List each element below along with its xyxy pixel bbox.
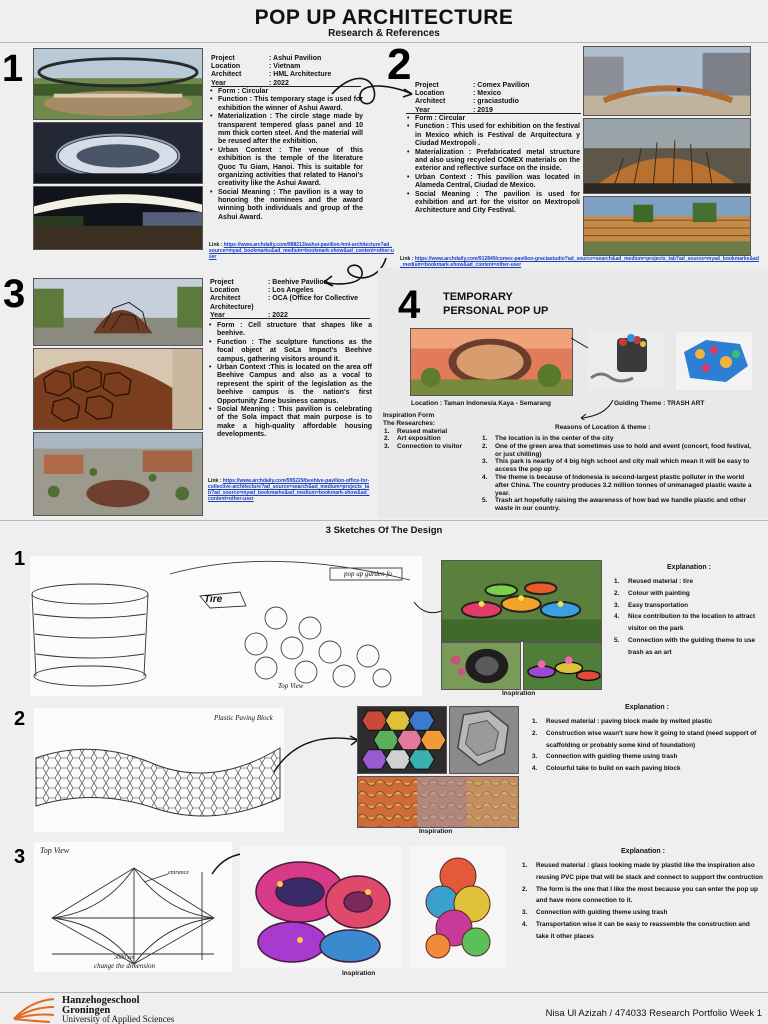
case2-meta-key: Year bbox=[415, 106, 430, 114]
sketch3-inspiration-photo-2 bbox=[410, 846, 506, 968]
case2-photo-top bbox=[583, 46, 751, 116]
sketch3-label-width: 3000 cm bbox=[114, 955, 135, 961]
case2-meta-key: Project bbox=[415, 82, 439, 89]
case4-number: 4 bbox=[398, 283, 421, 327]
page-title: POP UP ARCHITECTURE bbox=[254, 6, 514, 29]
case4-arrow-loc-to-reason bbox=[575, 398, 615, 420]
sketch3-point: 3. Connection with guiding theme using trash bbox=[522, 909, 668, 917]
case3-meta-value: : OCA (Office for Collective Architecture) bbox=[210, 295, 358, 311]
case4-inspiration-form bbox=[383, 412, 483, 451]
case2-bullet: • Form : Circular bbox=[406, 115, 580, 123]
sketch3-point: 4. Transportation wise it can be easy to reassemble the construction and take it other places bbox=[522, 921, 750, 940]
header-divider bbox=[0, 42, 768, 43]
case2-meta-value: : graciastudio bbox=[473, 98, 519, 106]
case4-reason: 2. One of the green area that sometimes use to hold and event (concert, food festival, or just chilling) bbox=[482, 442, 752, 458]
case3-bullet: • Social Meaning : This pavilion is celebrating of the Sola impact that main purpose is to make a high-quality affordable housing developments. bbox=[208, 406, 372, 440]
case3-meta-key: Year bbox=[210, 311, 225, 319]
case1-bullet: • Social Meaning : The pavilion is a way to honoring the nominees and the award winning both individuals and group of the Ashui Award. bbox=[209, 189, 363, 223]
case1-photo-top bbox=[33, 48, 203, 120]
sketch3-label: Top View bbox=[40, 846, 70, 855]
sketch1-label-tire: Tire bbox=[204, 594, 223, 605]
case2-meta-key: Location bbox=[415, 90, 445, 98]
footer-author: Nisa Ul Azizah / 474033 Research Portfolio Week 1 bbox=[545, 1008, 762, 1019]
case3-link[interactable] bbox=[208, 478, 370, 502]
sketch2-explanation-title: Explanation : bbox=[625, 704, 669, 711]
case1-link-label: Link : bbox=[209, 242, 223, 248]
case2-link[interactable] bbox=[400, 256, 760, 268]
case3-photo-middle bbox=[33, 348, 203, 430]
sketch3-inspiration-caption: Inspiration bbox=[342, 970, 376, 977]
sketch1-point: 5. Connection with the guiding theme to use trash as an art bbox=[614, 637, 756, 656]
sketch1-label-garden: pop up garden fo bbox=[344, 570, 392, 578]
case3-meta-rule bbox=[210, 318, 370, 319]
sketch3-number: 3 bbox=[14, 846, 26, 868]
school-logo-icon bbox=[10, 995, 58, 1023]
sketch3-explanation-title: Explanation : bbox=[621, 848, 665, 855]
case4-reasons-heading: Reasons of Location & theme : bbox=[555, 424, 651, 431]
case4-arrow-to-trash bbox=[570, 336, 590, 350]
sketch3-drawing bbox=[34, 842, 232, 972]
case2-bullet: • Materialization : Prefabricated metal structure and also using recycled COMEX materials on the exterior and reflective surface on the inside. bbox=[406, 149, 580, 174]
case2-bullet: • Social Meaning : The pavilion is used for exhibition and art for the visitor on Mextropoli Architecture and City Festival. bbox=[406, 191, 580, 216]
sketch1-label-view: Top View bbox=[278, 682, 304, 690]
case3-bullets bbox=[208, 322, 372, 439]
case2-number: 2 bbox=[387, 40, 412, 89]
sketch2-point: 3. Connection with guiding theme using trash bbox=[532, 753, 678, 761]
case4-reason: 4. The theme is because of Indonesia is second-largest plastic polluter in the world after China. The country produces 3.2 million tonnes of unmanaged plastic waste a year. bbox=[482, 473, 752, 497]
case4-location-photo bbox=[410, 328, 573, 396]
case3-bullet: • Form : Cell structure that shapes like a beehive. bbox=[208, 322, 372, 339]
page-subtitle: Research & References bbox=[328, 28, 440, 39]
case1-meta-key: Architect bbox=[211, 71, 242, 79]
case3-meta-value: : 2022 bbox=[268, 311, 288, 319]
sketch2-inspiration-photo-2 bbox=[449, 706, 519, 774]
case3-meta bbox=[210, 279, 380, 320]
footer-divider bbox=[0, 992, 768, 993]
case3-meta-value: : Los Angeles bbox=[268, 287, 314, 295]
sketch2-arrow bbox=[270, 726, 360, 774]
case1-bullet: • Urban Context : The venue of this exhibition is the temple of the literature Quoc Tu Giam, Hanoi. This is suitable for organizing activities that related to Hanoi's creativity like the Ashui Award. bbox=[209, 147, 363, 189]
sketches-divider bbox=[0, 520, 768, 521]
school-name-line1: Hanzehogeschool bbox=[62, 995, 140, 1006]
sketches-heading: 3 Sketches Of The Design bbox=[325, 525, 443, 536]
sketch2-label: Plastic Paving Block bbox=[214, 714, 273, 722]
sketch3-label-dims: change the dimension bbox=[94, 962, 156, 970]
sketch1-drawing bbox=[30, 556, 422, 696]
case4-trash-photo-2 bbox=[676, 332, 752, 390]
case4-form-item: 2. Art exposition bbox=[384, 435, 441, 443]
sketch1-explanation bbox=[614, 562, 764, 659]
case3-photo-bottom bbox=[33, 432, 203, 516]
case4-reason: 1. The location is in the center of the city bbox=[482, 435, 614, 442]
case4-theme-caption: Guiding Theme : TRASH ART bbox=[614, 400, 705, 407]
case1-meta-value: : HML Architecture bbox=[269, 71, 332, 79]
case1-bullet: • Materialization : The circle stage made by transparent tempered glass panel and 10 mm thick corten steel. And the material will be reused after the exhibition. bbox=[209, 113, 363, 147]
sketch1-point: 4. Nice contribution to the location to attract visitor on the park bbox=[614, 613, 756, 633]
sketch3-label-entrance: entrance bbox=[168, 870, 189, 876]
case3-bullet: • Urban Context :This is located on the area off Beehive Campus and also as a vocal to represent the spirit of the legislation as the beehive campus is the nation's first Opportunity Zone business campus. bbox=[208, 364, 372, 406]
sketch1-inspiration-photo-3 bbox=[523, 642, 602, 690]
case1-bullet: • Function : This temporary stage is used for exhibition the winner of Ashui Award. bbox=[209, 96, 363, 113]
case4-location-caption: Location : Taman Indonesia Kaya - Semarang bbox=[411, 400, 552, 407]
sketch1-number: 1 bbox=[14, 548, 26, 570]
sketch1-inspiration-caption: Inspiration bbox=[502, 690, 536, 697]
case2-meta bbox=[415, 82, 585, 115]
sketch2-point: 1. Reused material : paving block made by melted plastic bbox=[532, 717, 713, 725]
case2-meta-rule bbox=[406, 113, 581, 114]
case2-link-label: Link : bbox=[400, 256, 414, 262]
case4-form-item: 1. Reused material bbox=[384, 427, 448, 435]
case1-meta-value: : Ashui Pavilion bbox=[269, 55, 322, 62]
sketch2-number: 2 bbox=[14, 708, 26, 730]
sketch2-inspiration-photo-3 bbox=[357, 776, 519, 828]
case3-meta-value: : Beehive Pavilion bbox=[268, 279, 328, 286]
sketch2-drawing bbox=[34, 708, 284, 832]
case3-link-label: Link : bbox=[208, 478, 222, 484]
case1-meta-key: Project bbox=[211, 55, 235, 62]
school-name-line3: University of Applied Sciences bbox=[62, 1014, 175, 1024]
case4-form-subheading: The Researches: bbox=[383, 419, 436, 427]
sketch1-inspiration-photo-2 bbox=[441, 642, 521, 690]
sketch3-point: 2. The form is the one that I like the most because you can enter the pop up and have more connection to it. bbox=[522, 885, 758, 905]
sketch3-inspiration-photo-1 bbox=[240, 846, 402, 968]
sketch1-point: 2. Colour with painting bbox=[614, 589, 690, 597]
sketch1-inspiration-photo-1 bbox=[441, 560, 602, 642]
case1-meta-value: : Vietnam bbox=[269, 63, 301, 71]
case3-photo-top bbox=[33, 278, 203, 346]
case2-meta-value: : 2019 bbox=[473, 106, 493, 114]
case3-meta-key: Architect bbox=[210, 295, 241, 303]
case3-meta-key: Project bbox=[210, 279, 234, 286]
sketch2-explanation bbox=[532, 702, 762, 775]
school-name-line2: Groningen bbox=[62, 1005, 111, 1016]
case1-meta-key: Year bbox=[211, 79, 226, 87]
case4-reason: 3. This park is nearby of 4 big high school and city mall which mean it will be easy to access the pop up bbox=[482, 458, 750, 474]
case2-meta-value: : Mexico bbox=[473, 90, 502, 98]
case1-photo-middle bbox=[33, 122, 203, 184]
sketch3-explanation bbox=[522, 846, 764, 943]
case3-number: 3 bbox=[3, 272, 26, 316]
sketch3-point: 1. Reused material : glass looking made by plastid like the inspiration also reusing PVC pipe that will be stack and connect to support the contruction bbox=[522, 861, 763, 881]
sketch2-point: 4. Colourful take to build on each paving block bbox=[532, 765, 681, 773]
case3-link-url[interactable]: https://www.archdaily.com/995229/beehive-pavilion-office-for-collective-architecture?ad_source=search&ad_medium=projects_tab?ad_source=myad_bookmarks&ad_medium=bookmark-show&ad_content=other-user bbox=[208, 478, 370, 502]
case3-bullet: • Function : The sculpture functions as the focal object at SoLa Impact's Beehive campus, gathering visitors around it. bbox=[208, 339, 372, 364]
case1-photo-bottom bbox=[33, 186, 203, 250]
case1-link-url[interactable]: https://www.archdaily.com/988213/ashui-pavilion-hml-architecture?ad_source=myad_bookmarks&ad_medium=bookmark-show&ad_content=other-user bbox=[209, 242, 394, 260]
case2-photo-bottom bbox=[583, 196, 751, 256]
case4-form-heading: Inspiration Form bbox=[383, 412, 435, 419]
sketch1-point: 1. Reused material : tire bbox=[614, 577, 693, 585]
case4-title-line2: PERSONAL POP UP bbox=[443, 305, 549, 317]
case2-meta-value: : Comex Pavilion bbox=[473, 82, 530, 89]
case2-bullet: • Urban Context : This pavilion was located in Alameda Central, Ciudad de Mexico. bbox=[406, 174, 580, 191]
case2-bullets bbox=[406, 115, 580, 216]
case4-title-line1: TEMPORARY bbox=[443, 291, 513, 303]
case1-number: 1 bbox=[2, 48, 24, 90]
case2-photo-middle bbox=[583, 118, 751, 194]
sketch2-inspiration-caption: Inspiration bbox=[419, 828, 453, 835]
sketch1-explanation-title: Explanation : bbox=[667, 564, 711, 571]
case4-form-item: 3. Connection to visitor bbox=[384, 443, 462, 451]
case1-meta-key: Location bbox=[211, 63, 241, 71]
case2-meta-key: Architect bbox=[415, 98, 446, 106]
case4-reason: 5. Trash art hopefully raising the awareness of how bad we handle plastic and other waste in our country. bbox=[482, 497, 747, 513]
sketch1-point: 3. Easy transportation bbox=[614, 601, 689, 609]
case1-bullet: • Form : Circular bbox=[209, 88, 363, 96]
sketch2-point: 2. Construction wise wasn't sure how it going to stand (need support of scaffolding or probably some kind of foundation) bbox=[532, 729, 757, 749]
case2-link-url[interactable]: https://www.archdaily.com/912849/comex-pavilion-graciastudio?ad_source=search&ad_medium=projects_tab?ad_source=myad_bookmarks&ad_medium=bookmark-show&ad_content=other-user bbox=[400, 256, 759, 268]
case2-bullet: • Function : This used for exhibition on the festival in Mexico which is Festival de Arquitectura y Ciudad Mextropoli . bbox=[406, 123, 580, 148]
case1-meta-value: : 2022 bbox=[269, 79, 289, 87]
case3-meta-key: Location bbox=[210, 287, 240, 295]
case4-reasons bbox=[481, 435, 759, 513]
sketch2-inspiration-photo-1 bbox=[357, 706, 447, 774]
case4-trash-photo-1 bbox=[587, 330, 665, 390]
